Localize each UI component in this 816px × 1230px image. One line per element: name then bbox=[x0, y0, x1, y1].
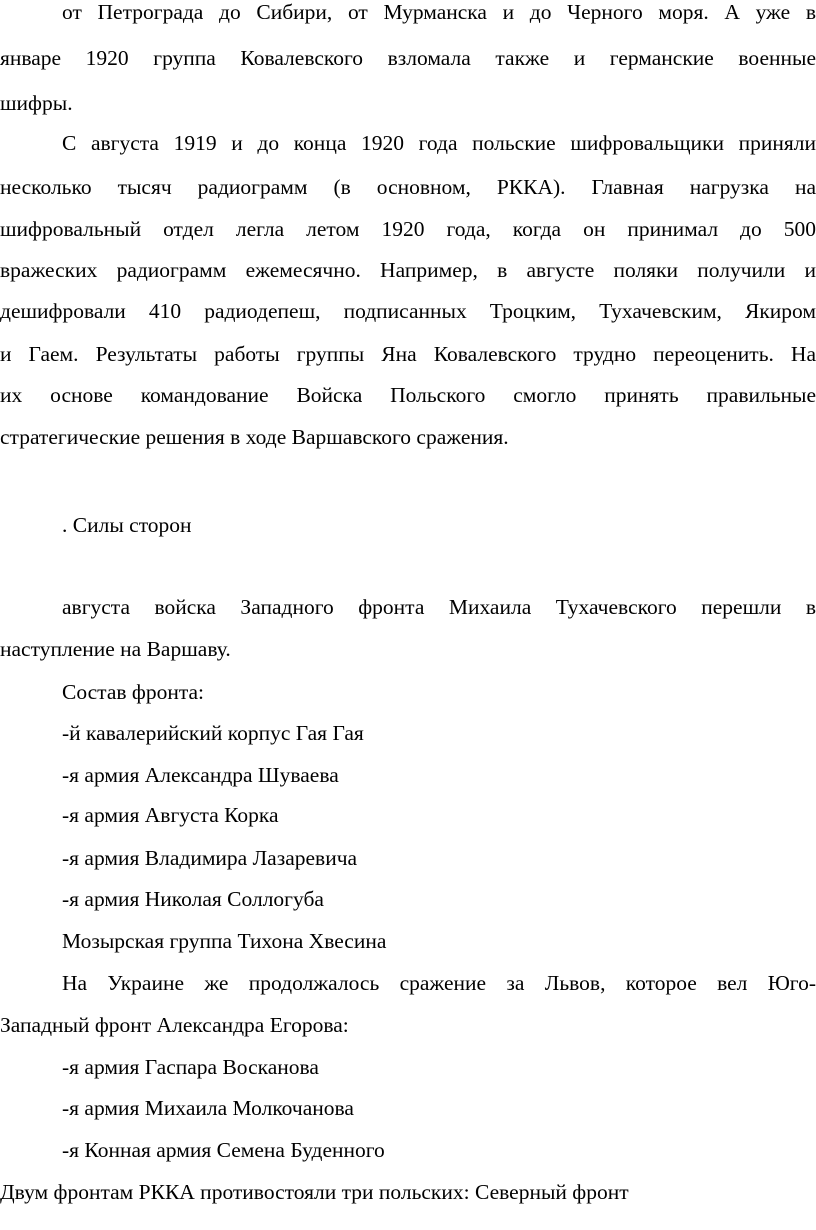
text-line: стратегические решения в ходе Варшавского сражения. bbox=[0, 425, 509, 449]
list-item: -й кавалерийский корпус Гая Гая bbox=[62, 721, 364, 745]
list-item: -я армия Александра Шуваева bbox=[62, 763, 339, 787]
text-line: шифры. bbox=[0, 91, 73, 115]
text-line: Западный фронт Александра Егорова: bbox=[0, 1013, 349, 1037]
text-line: январе 1920 группа Ковалевского взломала также и германские военные bbox=[0, 46, 816, 70]
list-item: -я Конная армия Семена Буденного bbox=[62, 1138, 385, 1162]
text-line: от Петрограда до Сибири, от Мурманска и до Черного моря. А уже в bbox=[62, 0, 816, 24]
text-line: С августа 1919 и до конца 1920 года польские шифровальщики приняли bbox=[62, 131, 816, 155]
list-item: -я армия Гаспара Восканова bbox=[62, 1055, 319, 1079]
text-line: августа войска Западного фронта Михаила Тухачевского перешли в bbox=[62, 595, 816, 619]
text-line: дешифровали 410 радиодепеш, подписанных Троцким, Тухачевским, Якиром bbox=[0, 299, 816, 323]
text-line: несколько тысяч радиограмм (в основном, РККА). Главная нагрузка на bbox=[0, 175, 816, 199]
text-line: Двум фронтам РККА противостояли три польских: Северный фронт bbox=[0, 1180, 629, 1204]
list-item: -я армия Августа Корка bbox=[62, 803, 279, 827]
text-line: шифровальный отдел легла летом 1920 года, когда он принимал до 500 bbox=[0, 217, 816, 241]
text-line: их основе командование Войска Польского смогло принять правильные bbox=[0, 383, 816, 407]
list-item: -я армия Николая Соллогуба bbox=[62, 887, 324, 911]
list-item: -я армия Владимира Лазаревича bbox=[62, 846, 358, 870]
list-label: Состав фронта: bbox=[62, 680, 205, 704]
text-line: На Украине же продолжалось сражение за Львов, которое вел Юго- bbox=[62, 971, 816, 995]
text-line: и Гаем. Результаты работы группы Яна Ковалевского трудно переоценить. На bbox=[0, 342, 816, 366]
list-item: Мозырская группа Тихона Хвесина bbox=[62, 929, 387, 953]
text-line: наступление на Варшаву. bbox=[0, 637, 231, 661]
section-heading: . Силы сторон bbox=[62, 513, 192, 537]
text-line: вражеских радиограмм ежемесячно. Например, в августе поляки получили и bbox=[0, 258, 816, 282]
list-item: -я армия Михаила Молкочанова bbox=[62, 1096, 354, 1120]
